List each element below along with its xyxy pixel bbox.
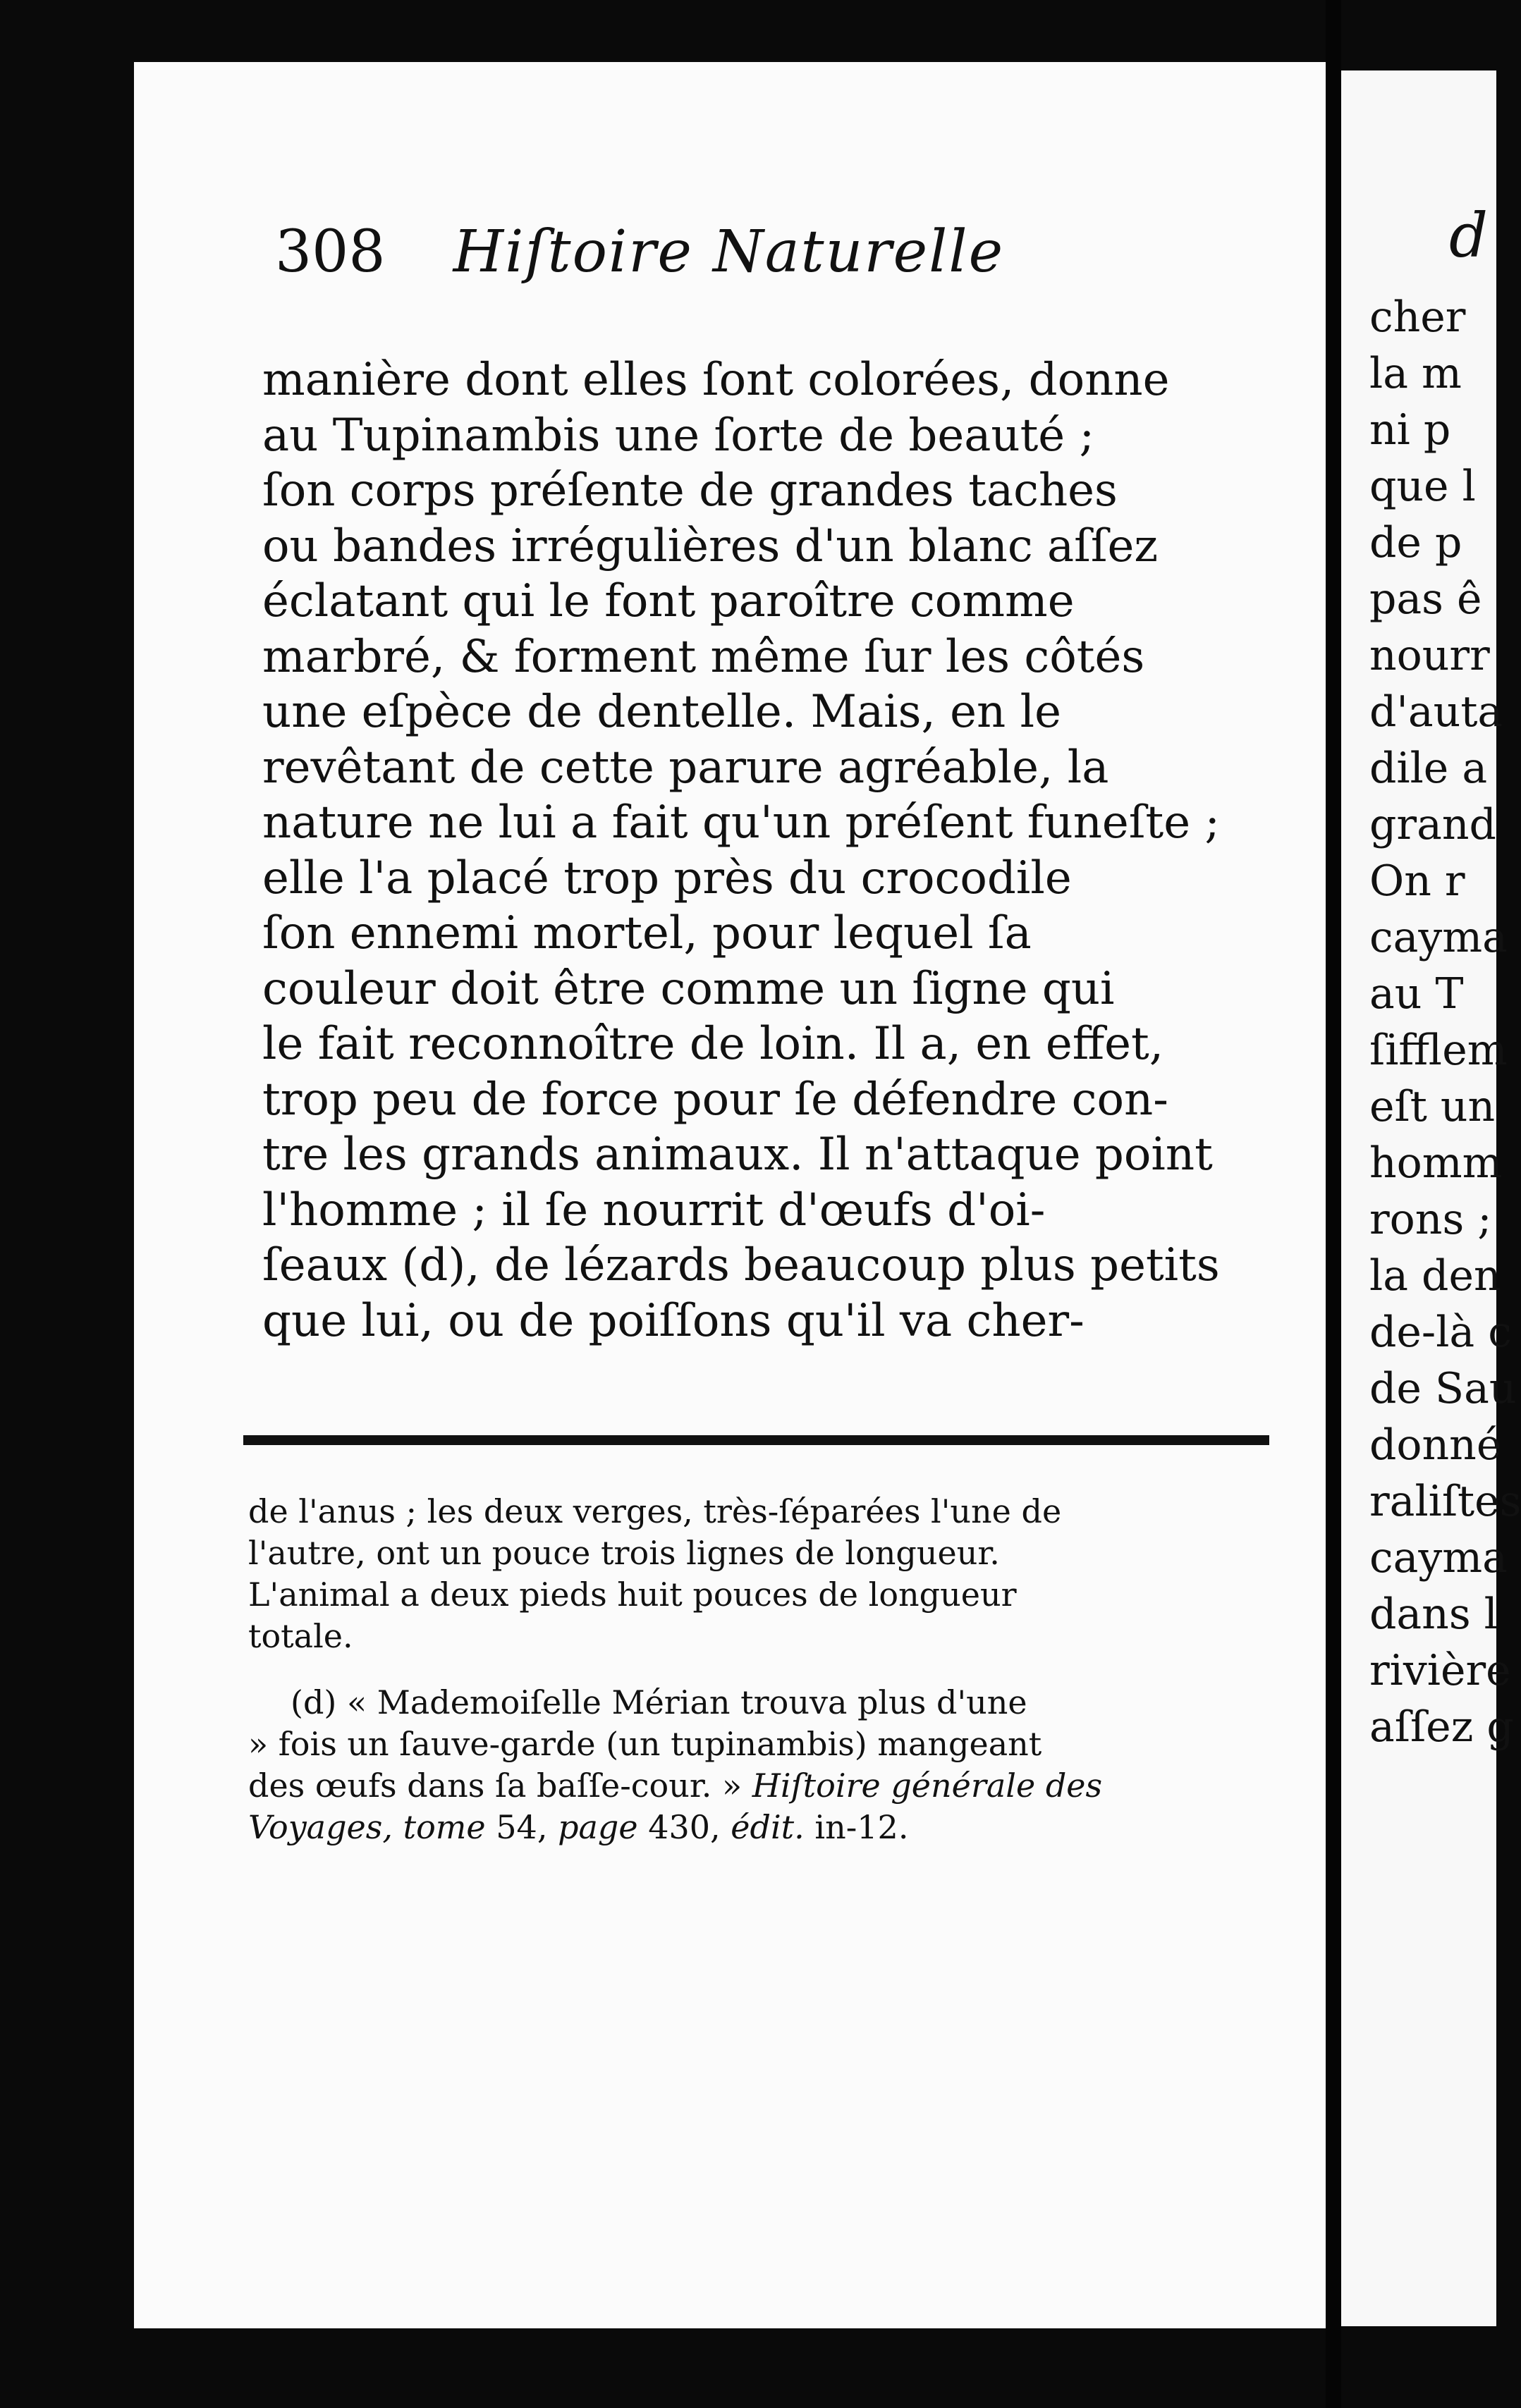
footnote-d-text: des œufs dans ſa baſſe-cour. »	[248, 1767, 743, 1805]
right-text-line: de Sau	[1369, 1364, 1517, 1413]
right-text-line: dans l	[1369, 1590, 1498, 1639]
right-text-line: cayma	[1369, 1533, 1508, 1583]
text-line: nature ne lui a fait qu'un préſent funeſte ;	[262, 797, 1220, 849]
right-text-line: rivière	[1369, 1646, 1511, 1695]
text-line: une eſpèce de dentelle. Mais, en le	[262, 686, 1061, 738]
footnote-line: de l'anus ; les deux verges, très-ſéparées l'une de	[248, 1492, 1062, 1530]
right-text-line: ſifflem	[1369, 1026, 1508, 1075]
footnote-page-label: page	[558, 1808, 638, 1846]
text-line: elle l'a placé trop près du crocodile	[262, 852, 1072, 904]
text-line: ſeaux (d), de lézards beaucoup plus petits	[262, 1239, 1220, 1291]
right-text-line: homm	[1369, 1138, 1503, 1188]
right-text-line: grand	[1369, 800, 1496, 849]
footnote-format: in-12.	[814, 1808, 909, 1846]
text-line: que lui, ou de poiſſons qu'il va cher-	[262, 1294, 1085, 1347]
footnote-line: totale.	[248, 1617, 353, 1655]
main-text	[262, 352, 1285, 1349]
right-text-line: de-là c	[1369, 1308, 1512, 1357]
right-page-heading: d	[1449, 201, 1489, 271]
text-line: ſon corps préſente de grandes taches	[262, 465, 1118, 517]
right-text-line: pas ê	[1369, 575, 1482, 624]
text-line: manière dont elles ſont colorées, donne	[262, 354, 1170, 406]
footnote-page: 430,	[648, 1808, 721, 1846]
right-text-line: raliſtes	[1369, 1477, 1521, 1526]
text-line: ou bandes irrégulières d'un blanc aſſez	[262, 520, 1159, 572]
text-line: tre les grands animaux. Il n'attaque point	[262, 1129, 1213, 1181]
text-line: trop peu de force pour ſe défendre con-	[262, 1073, 1168, 1126]
text-line: marbré, & forment même ſur les côtés	[262, 630, 1145, 683]
right-text-line: la m	[1369, 349, 1462, 398]
right-text-line: aſſez g	[1369, 1702, 1514, 1752]
right-text-line: cayma	[1369, 913, 1508, 962]
right-text-line: nourr	[1369, 631, 1490, 680]
text-line: couleur doit être comme un ſigne qui	[262, 962, 1115, 1015]
footnote-rule	[243, 1435, 1269, 1445]
footnote-d-line: » fois un ſauve-garde (un tupinambis) mangeant	[248, 1725, 1042, 1763]
text-line: éclatant qui le font paroître comme	[262, 575, 1075, 627]
right-text-line: que l	[1369, 462, 1476, 511]
right-text-line: cher	[1369, 293, 1466, 342]
right-text-line: dile a	[1369, 744, 1488, 793]
right-text-line: eſt un	[1369, 1082, 1496, 1131]
right-text-line: On r	[1369, 856, 1465, 906]
page-number: 308	[275, 219, 386, 285]
footnote-source: Voyages, tome	[248, 1808, 486, 1846]
footnote-d-line	[248, 1765, 1285, 1807]
footnote-edit-label: édit.	[731, 1808, 805, 1846]
running-title: Hiſtoire Naturelle	[453, 219, 1005, 285]
footnote-d-line	[248, 1807, 1285, 1848]
right-page-text	[1369, 289, 1521, 1755]
text-line: revêtant de cette parure agréable, la	[262, 741, 1109, 794]
right-text-line: rons ;	[1369, 1195, 1492, 1244]
footnote-line: L'animal a deux pieds huit pouces de longueur	[248, 1575, 1017, 1614]
footnote-tome: 54,	[496, 1808, 548, 1846]
text-line: ſon ennemi mortel, pour lequel ſa	[262, 907, 1032, 959]
footnote-source-title: Hiſtoire générale des	[752, 1767, 1103, 1805]
footnote-line: l'autre, ont un pouce trois lignes de longueur.	[248, 1534, 1000, 1572]
text-line: l'homme ; il ſe nourrit d'œufs d'oi-	[262, 1184, 1046, 1236]
text-line: au Tupinambis une ſorte de beauté ;	[262, 409, 1095, 462]
page-header	[275, 219, 1004, 285]
text-line: le fait reconnoître de loin. Il a, en effet,	[262, 1018, 1164, 1070]
right-text-line: la den	[1369, 1251, 1501, 1301]
right-text-line: ni p	[1369, 405, 1451, 455]
footnote-d-line: (d) « Mademoiſelle Mérian trouva plus d'une	[291, 1683, 1027, 1721]
right-text-line: de p	[1369, 518, 1462, 567]
footnotes	[248, 1491, 1285, 1848]
right-text-line: donné	[1369, 1420, 1502, 1470]
book-gutter	[1326, 0, 1341, 2408]
right-text-line: au T	[1369, 969, 1464, 1019]
right-text-line: d'auta	[1369, 687, 1503, 737]
